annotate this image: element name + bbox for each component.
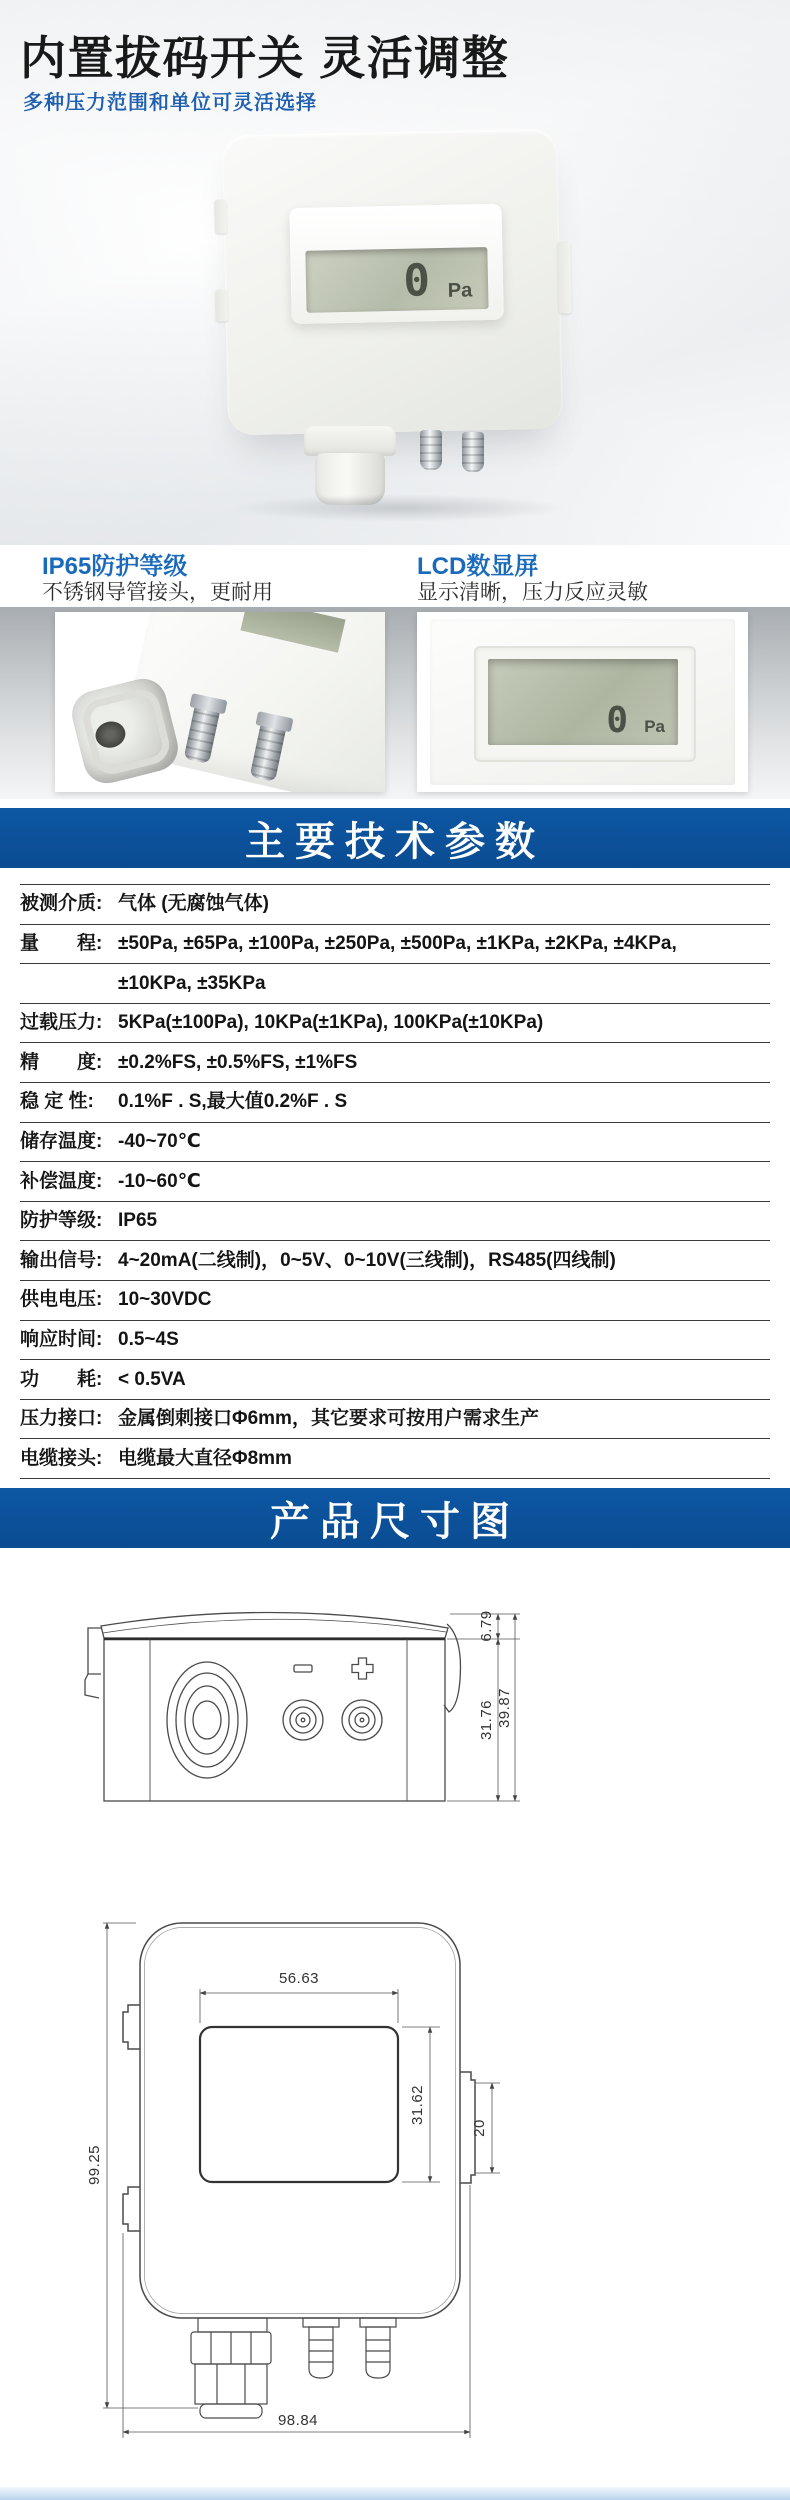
pressure-port-outline [303, 2318, 339, 2378]
left-mounting-clip [85, 1628, 101, 1698]
product-photo-device [222, 129, 563, 436]
spec-value: 0.5~4S [118, 1328, 179, 1350]
lcd-screen [305, 247, 488, 313]
pressure-port-outline [360, 2318, 396, 2378]
features-section [0, 545, 790, 808]
spec-label: 电缆接头: [20, 1447, 103, 1469]
dimension-label-body-height: 99.25 [86, 2144, 103, 2186]
spec-row [20, 964, 770, 1004]
spec-value: ±10KPa, ±35KPa [118, 972, 266, 994]
spec-label: 补偿温度: [20, 1170, 103, 1192]
spec-value: 4~20mA(二线制)，0~5V、0~10V(三线制)，RS485(四线制) [118, 1249, 616, 1271]
specs-banner [0, 808, 790, 868]
spec-value: 5KPa(±100Pa), 10KPa(±1KPa), 100KPa(±10KPa) [118, 1012, 544, 1034]
device-shadow [232, 494, 568, 522]
spec-label: 被测介质: [20, 893, 103, 915]
device-side-tab [557, 241, 572, 313]
spec-value: 金属倒刺接口Φ6mm，其它要求可按用户需求生产 [118, 1408, 539, 1430]
gland-cap [304, 426, 396, 456]
lcd-unit: Pa [644, 717, 665, 736]
front-view-drawing [70, 1915, 530, 2460]
feature-description-lcd: 显示清晰，压力反应灵敏 [417, 581, 648, 604]
dimension-label-display-height: 31.62 [409, 2084, 426, 2126]
page-subtitle: 多种压力范围和单位可灵活选择 [23, 92, 317, 114]
spec-label: 防护等级: [20, 1210, 103, 1232]
spec-label: 功 耗: [20, 1368, 103, 1390]
dimension-label-body-height: 31.76 [478, 1699, 495, 1741]
spec-label: 精 度: [20, 1051, 103, 1073]
spec-row [20, 925, 770, 965]
spec-row [20, 1004, 770, 1044]
plus-port-outline [342, 1700, 382, 1740]
dimensions-banner [0, 1488, 790, 1548]
specs-banner-title: 主要技术参数 [245, 819, 545, 864]
spec-row [20, 1439, 770, 1479]
feature-photo-connectors [55, 612, 385, 792]
spec-row [20, 1123, 770, 1163]
dimension-label-clip-height: 20 [471, 2119, 488, 2137]
footer-strip [0, 2487, 790, 2500]
device-body-outline [104, 1638, 445, 1801]
dimension-label-total-height: 39.87 [496, 1687, 513, 1729]
spec-row [20, 885, 770, 925]
spec-label: 供电电压: [20, 1289, 103, 1311]
front-view-outline [123, 1923, 475, 2418]
left-clip-upper [123, 2005, 140, 2049]
lcd-unit: Pa [447, 279, 473, 302]
spec-value: 0.1%F . S,最大值0.2%F . S [118, 1091, 348, 1113]
spec-row [20, 1241, 770, 1281]
dimension-label-body-width: 98.84 [277, 2412, 319, 2429]
spec-row [20, 1083, 770, 1123]
lcd-value: 0 [402, 255, 431, 307]
feature-photo-display [417, 612, 748, 792]
feature-description-ip65: 不锈钢导管接头，更耐用 [42, 581, 273, 604]
spec-label: 输出信号: [20, 1249, 103, 1271]
spec-value: < 0.5VA [118, 1368, 186, 1390]
spec-row [20, 1162, 770, 1202]
dimension-lines [103, 1923, 500, 2438]
spec-value: ±0.2%FS, ±0.5%FS, ±1%FS [118, 1051, 358, 1073]
cable-gland-outline [167, 1662, 247, 1778]
spec-row [20, 1400, 770, 1440]
pressure-port [462, 432, 484, 472]
spec-value: 电缆最大直径Φ8mm [118, 1447, 292, 1469]
dimension-label-display-width: 56.63 [278, 1970, 320, 1987]
page-title: 内置拔码开关 灵活调整 [20, 32, 510, 84]
spec-label: 响应时间: [20, 1328, 103, 1350]
bottom-view-outline [85, 1612, 460, 1801]
right-mounting-hook [444, 1624, 460, 1712]
dimension-label-lid-height: 6.79 [478, 1610, 495, 1642]
hero-section [0, 0, 790, 545]
display-window-outline [200, 2027, 398, 2182]
feature-heading-lcd: LCD数显屏 [417, 553, 539, 580]
display-frame [474, 646, 696, 762]
minus-port-icon [294, 1665, 312, 1672]
display-bezel [430, 619, 735, 785]
spec-value: ±50Pa, ±65Pa, ±100Pa, ±250Pa, ±500Pa, ±1KPa, ±2KPa, ±4KPa, [118, 933, 677, 955]
lcd-bezel [289, 204, 503, 324]
device-side-tab [214, 199, 227, 233]
spec-row [20, 1281, 770, 1321]
pressure-port [420, 430, 442, 470]
spec-label: 过载压力: [20, 1012, 103, 1034]
spec-label: 储存温度: [20, 1130, 103, 1152]
spec-row [20, 1321, 770, 1361]
spec-value: -10~60℃ [118, 1170, 201, 1192]
bottom-view-drawing [70, 1588, 550, 1818]
spec-value: 10~30VDC [118, 1289, 212, 1311]
lcd-value: 0 [606, 700, 628, 741]
spec-row [20, 1043, 770, 1083]
cable-gland-outline [191, 2318, 271, 2418]
dimensions-banner-title: 产品尺寸图 [270, 1499, 520, 1544]
display-lcd [488, 659, 678, 745]
spec-row [20, 1202, 770, 1242]
spec-label: 量 程: [20, 933, 103, 955]
spec-table [20, 884, 770, 1479]
device-side-tab [215, 289, 228, 321]
spec-label: 压力接口: [20, 1408, 103, 1430]
gland-ring [79, 685, 173, 778]
minus-port-outline [283, 1700, 323, 1740]
feature-heading-ip65: IP65防护等级 [42, 553, 188, 580]
spec-value: -40~70℃ [118, 1130, 201, 1152]
left-clip-lower [123, 2187, 140, 2231]
spec-value: 气体 (无腐蚀气体) [118, 893, 269, 915]
spec-row [20, 1360, 770, 1400]
plus-port-icon [352, 1658, 373, 1679]
spec-label: 稳 定 性: [20, 1091, 94, 1113]
spec-value: IP65 [118, 1210, 158, 1232]
